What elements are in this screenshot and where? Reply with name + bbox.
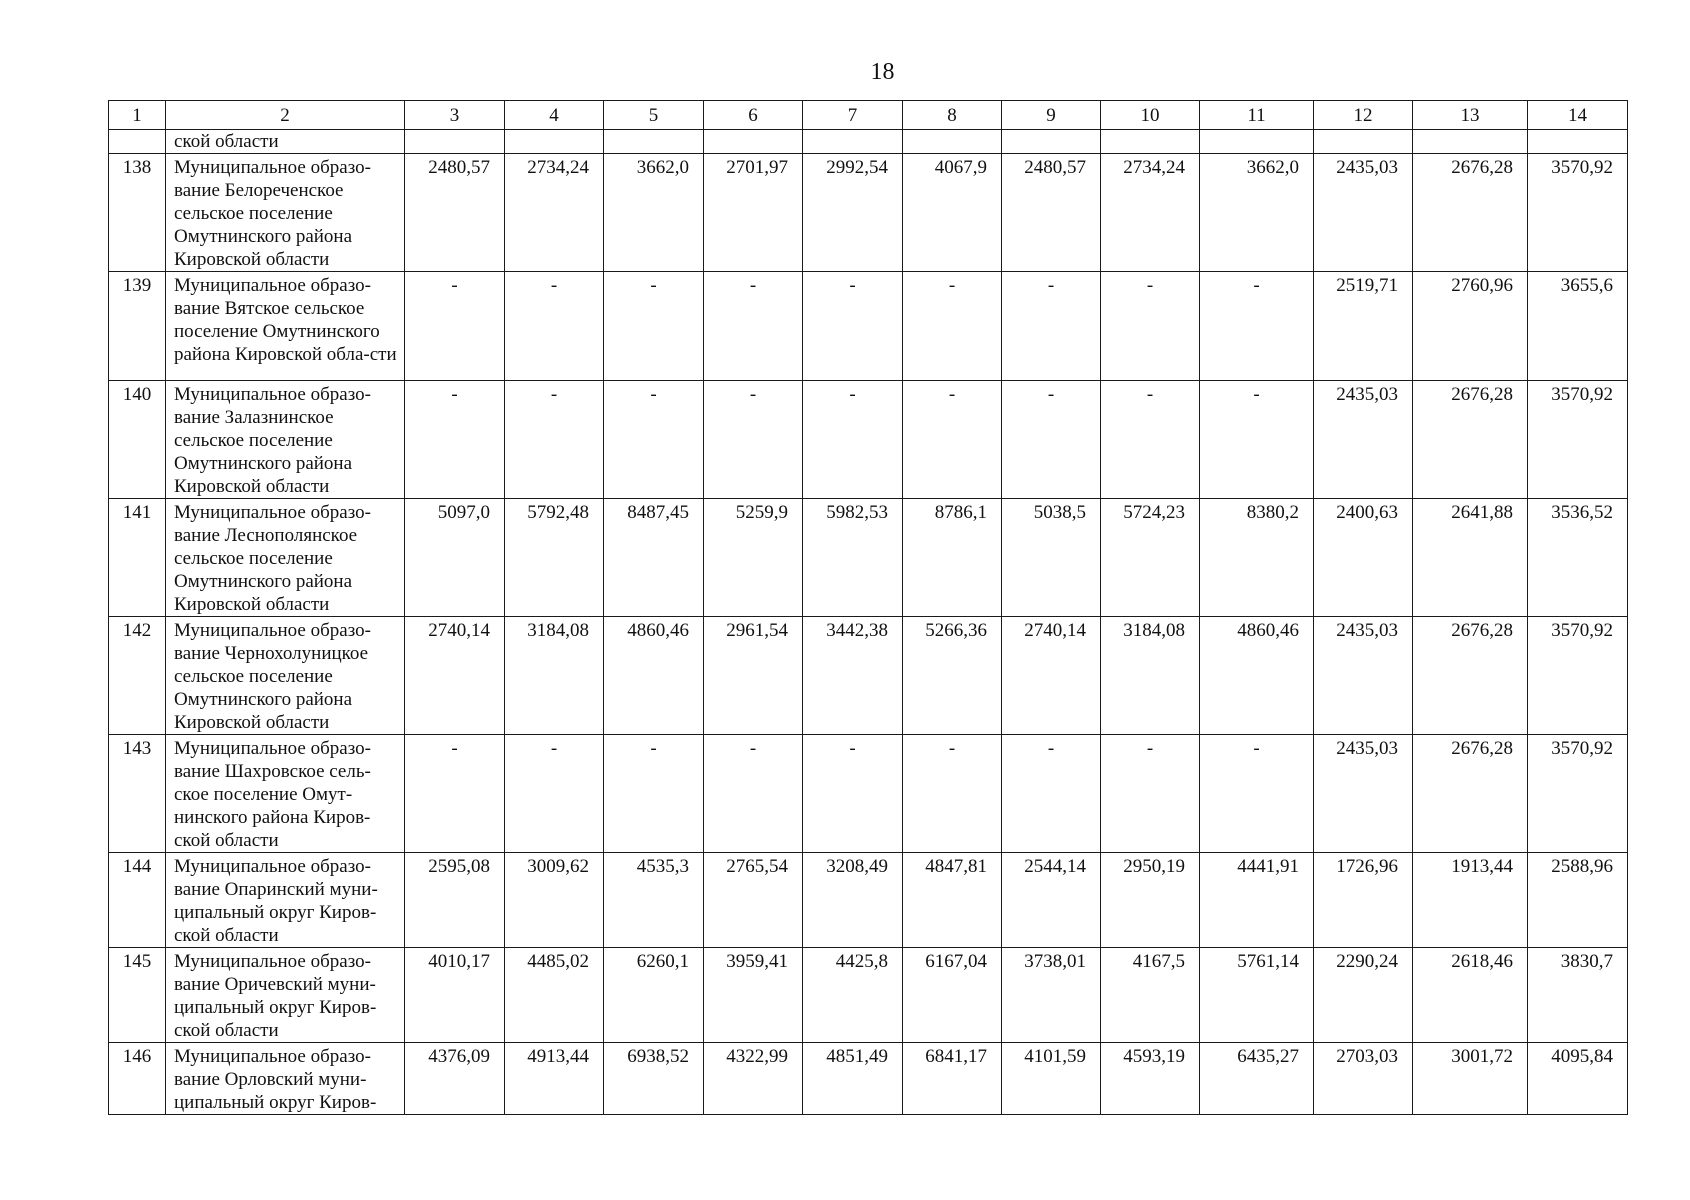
value-cell: 4847,81 xyxy=(903,853,1002,948)
value-cell xyxy=(1002,130,1101,154)
value-cell: 2544,14 xyxy=(1002,853,1101,948)
value-cell: 4425,8 xyxy=(803,948,903,1043)
value-cell: 2740,14 xyxy=(1002,617,1101,735)
value-cell: 4322,99 xyxy=(704,1043,803,1115)
value-cell: - xyxy=(505,735,604,853)
municipality-name: Муниципальное образо-вание Шахровское сель-ское поселение Омут-нинского района Киров-ской области xyxy=(166,735,405,853)
value-cell xyxy=(903,130,1002,154)
value-cell: 3662,0 xyxy=(1200,154,1314,272)
value-cell xyxy=(405,130,505,154)
row-number: 146 xyxy=(109,1043,166,1115)
value-cell: 3536,52 xyxy=(1528,499,1628,617)
value-cell: 2618,46 xyxy=(1413,948,1528,1043)
value-cell: 2701,97 xyxy=(704,154,803,272)
row-number: 138 xyxy=(109,154,166,272)
value-cell xyxy=(1101,130,1200,154)
value-cell: 4010,17 xyxy=(405,948,505,1043)
value-cell: 4095,84 xyxy=(1528,1043,1628,1115)
value-cell: 2703,03 xyxy=(1314,1043,1413,1115)
value-cell: 8487,45 xyxy=(604,499,704,617)
table-row xyxy=(109,499,1628,617)
column-header: 12 xyxy=(1314,101,1413,130)
column-header: 2 xyxy=(166,101,405,130)
municipality-name: Муниципальное образо-вание Орловский муни-ципальный округ Киров- xyxy=(166,1043,405,1115)
column-header: 9 xyxy=(1002,101,1101,130)
row-number: 143 xyxy=(109,735,166,853)
value-cell: 3208,49 xyxy=(803,853,903,948)
value-cell: - xyxy=(1200,272,1314,381)
value-cell: 3959,41 xyxy=(704,948,803,1043)
value-cell: 2734,24 xyxy=(505,154,604,272)
value-cell: 2519,71 xyxy=(1314,272,1413,381)
table-row xyxy=(109,735,1628,853)
row-number: 139 xyxy=(109,272,166,381)
value-cell: 2765,54 xyxy=(704,853,803,948)
table-row xyxy=(109,154,1628,272)
municipality-name: Муниципальное образо-вание Вятское сельское поселение Омутнинского района Кировской обла-сти xyxy=(166,272,405,381)
value-cell: - xyxy=(704,272,803,381)
value-cell: - xyxy=(1101,381,1200,499)
value-cell: - xyxy=(405,381,505,499)
table-body xyxy=(109,130,1628,1115)
value-cell: 2435,03 xyxy=(1314,617,1413,735)
value-cell: 2676,28 xyxy=(1413,154,1528,272)
value-cell xyxy=(1528,130,1628,154)
header-row xyxy=(109,101,1628,130)
value-cell: 5266,36 xyxy=(903,617,1002,735)
value-cell: - xyxy=(505,272,604,381)
table-row xyxy=(109,617,1628,735)
value-cell: 3001,72 xyxy=(1413,1043,1528,1115)
value-cell: 2676,28 xyxy=(1413,381,1528,499)
municipality-name: Муниципальное образо-вание Чернохолуницкое сельское поселение Омутнинского района Кировской области xyxy=(166,617,405,735)
municipality-name: Муниципальное образо-вание Оричевский муни-ципальный округ Киров-ской области xyxy=(166,948,405,1043)
value-cell: 4167,5 xyxy=(1101,948,1200,1043)
value-cell: 2290,24 xyxy=(1314,948,1413,1043)
value-cell: 5982,53 xyxy=(803,499,903,617)
value-cell: 2676,28 xyxy=(1413,617,1528,735)
value-cell: - xyxy=(803,735,903,853)
value-cell: 4101,59 xyxy=(1002,1043,1101,1115)
value-cell: 4376,09 xyxy=(405,1043,505,1115)
column-header: 10 xyxy=(1101,101,1200,130)
value-cell xyxy=(604,130,704,154)
column-header: 1 xyxy=(109,101,166,130)
table-row xyxy=(109,948,1628,1043)
value-cell: 2588,96 xyxy=(1528,853,1628,948)
value-cell: 6435,27 xyxy=(1200,1043,1314,1115)
value-cell: - xyxy=(704,735,803,853)
value-cell xyxy=(505,130,604,154)
value-cell: 6938,52 xyxy=(604,1043,704,1115)
value-cell: 2992,54 xyxy=(803,154,903,272)
municipality-name: Муниципальное образо-вание Белореченское сельское поселение Омутнинского района Кировской области xyxy=(166,154,405,272)
value-cell xyxy=(1314,130,1413,154)
column-header: 3 xyxy=(405,101,505,130)
value-cell: - xyxy=(1002,381,1101,499)
value-cell: 5259,9 xyxy=(704,499,803,617)
column-header: 11 xyxy=(1200,101,1314,130)
value-cell: 4441,91 xyxy=(1200,853,1314,948)
value-cell: - xyxy=(1002,272,1101,381)
value-cell: - xyxy=(704,381,803,499)
value-cell: - xyxy=(1200,735,1314,853)
value-cell: 2641,88 xyxy=(1413,499,1528,617)
value-cell: 6167,04 xyxy=(903,948,1002,1043)
row-number: 141 xyxy=(109,499,166,617)
value-cell: 2760,96 xyxy=(1413,272,1528,381)
municipality-name: Муниципальное образо-вание Залазнинское сельское поселение Омутнинского района Кировской области xyxy=(166,381,405,499)
municipality-name: ской области xyxy=(166,130,405,154)
table-row xyxy=(109,1043,1628,1115)
value-cell: 2676,28 xyxy=(1413,735,1528,853)
value-cell: 2950,19 xyxy=(1101,853,1200,948)
value-cell: - xyxy=(604,272,704,381)
table-row xyxy=(109,272,1628,381)
value-cell: 2961,54 xyxy=(704,617,803,735)
row-number: 144 xyxy=(109,853,166,948)
value-cell: 3570,92 xyxy=(1528,617,1628,735)
column-header: 7 xyxy=(803,101,903,130)
value-cell: 5724,23 xyxy=(1101,499,1200,617)
value-cell: 1913,44 xyxy=(1413,853,1528,948)
value-cell: 3184,08 xyxy=(1101,617,1200,735)
value-cell: 3570,92 xyxy=(1528,154,1628,272)
value-cell: - xyxy=(604,381,704,499)
municipality-name: Муниципальное образо-вание Опаринский муни-ципальный округ Киров-ской области xyxy=(166,853,405,948)
value-cell: 3009,62 xyxy=(505,853,604,948)
continuation-row xyxy=(109,130,1628,154)
value-cell: 1726,96 xyxy=(1314,853,1413,948)
value-cell: 3442,38 xyxy=(803,617,903,735)
row-number: 145 xyxy=(109,948,166,1043)
column-header: 13 xyxy=(1413,101,1528,130)
data-table xyxy=(108,100,1628,1115)
value-cell: - xyxy=(604,735,704,853)
value-cell: 2435,03 xyxy=(1314,735,1413,853)
row-number xyxy=(109,130,166,154)
value-cell: - xyxy=(1200,381,1314,499)
value-cell: 2740,14 xyxy=(405,617,505,735)
column-header: 6 xyxy=(704,101,803,130)
value-cell: - xyxy=(1101,272,1200,381)
value-cell: 4860,46 xyxy=(604,617,704,735)
value-cell: 3662,0 xyxy=(604,154,704,272)
value-cell xyxy=(1200,130,1314,154)
value-cell: - xyxy=(405,735,505,853)
value-cell: - xyxy=(903,272,1002,381)
value-cell: - xyxy=(1002,735,1101,853)
value-cell: 3184,08 xyxy=(505,617,604,735)
value-cell: 8786,1 xyxy=(903,499,1002,617)
value-cell: - xyxy=(405,272,505,381)
value-cell: 3570,92 xyxy=(1528,735,1628,853)
value-cell: 3655,6 xyxy=(1528,272,1628,381)
value-cell: - xyxy=(903,381,1002,499)
value-cell: 2400,63 xyxy=(1314,499,1413,617)
row-number: 142 xyxy=(109,617,166,735)
value-cell: 4593,19 xyxy=(1101,1043,1200,1115)
value-cell xyxy=(803,130,903,154)
value-cell: - xyxy=(803,381,903,499)
value-cell: - xyxy=(903,735,1002,853)
value-cell: - xyxy=(1101,735,1200,853)
value-cell: 4485,02 xyxy=(505,948,604,1043)
row-number: 140 xyxy=(109,381,166,499)
value-cell: 3570,92 xyxy=(1528,381,1628,499)
value-cell: 5038,5 xyxy=(1002,499,1101,617)
value-cell: - xyxy=(803,272,903,381)
value-cell: 4860,46 xyxy=(1200,617,1314,735)
column-header: 5 xyxy=(604,101,704,130)
value-cell xyxy=(1413,130,1528,154)
value-cell: 2480,57 xyxy=(405,154,505,272)
value-cell: 2595,08 xyxy=(405,853,505,948)
value-cell: 2734,24 xyxy=(1101,154,1200,272)
value-cell xyxy=(704,130,803,154)
municipality-name: Муниципальное образо-вание Леснополянское сельское поселение Омутнинского района Кировской области xyxy=(166,499,405,617)
value-cell: 5792,48 xyxy=(505,499,604,617)
value-cell: 4535,3 xyxy=(604,853,704,948)
value-cell: 3830,7 xyxy=(1528,948,1628,1043)
value-cell: - xyxy=(505,381,604,499)
value-cell: 5097,0 xyxy=(405,499,505,617)
value-cell: 4067,9 xyxy=(903,154,1002,272)
value-cell: 5761,14 xyxy=(1200,948,1314,1043)
column-header: 8 xyxy=(903,101,1002,130)
value-cell: 4851,49 xyxy=(803,1043,903,1115)
page-number: 18 xyxy=(870,59,895,85)
value-cell: 2435,03 xyxy=(1314,154,1413,272)
value-cell: 8380,2 xyxy=(1200,499,1314,617)
column-header: 14 xyxy=(1528,101,1628,130)
value-cell: 2435,03 xyxy=(1314,381,1413,499)
value-cell: 2480,57 xyxy=(1002,154,1101,272)
table-row xyxy=(109,381,1628,499)
value-cell: 3738,01 xyxy=(1002,948,1101,1043)
value-cell: 6841,17 xyxy=(903,1043,1002,1115)
value-cell: 4913,44 xyxy=(505,1043,604,1115)
column-header: 4 xyxy=(505,101,604,130)
table-row xyxy=(109,853,1628,948)
value-cell: 6260,1 xyxy=(604,948,704,1043)
